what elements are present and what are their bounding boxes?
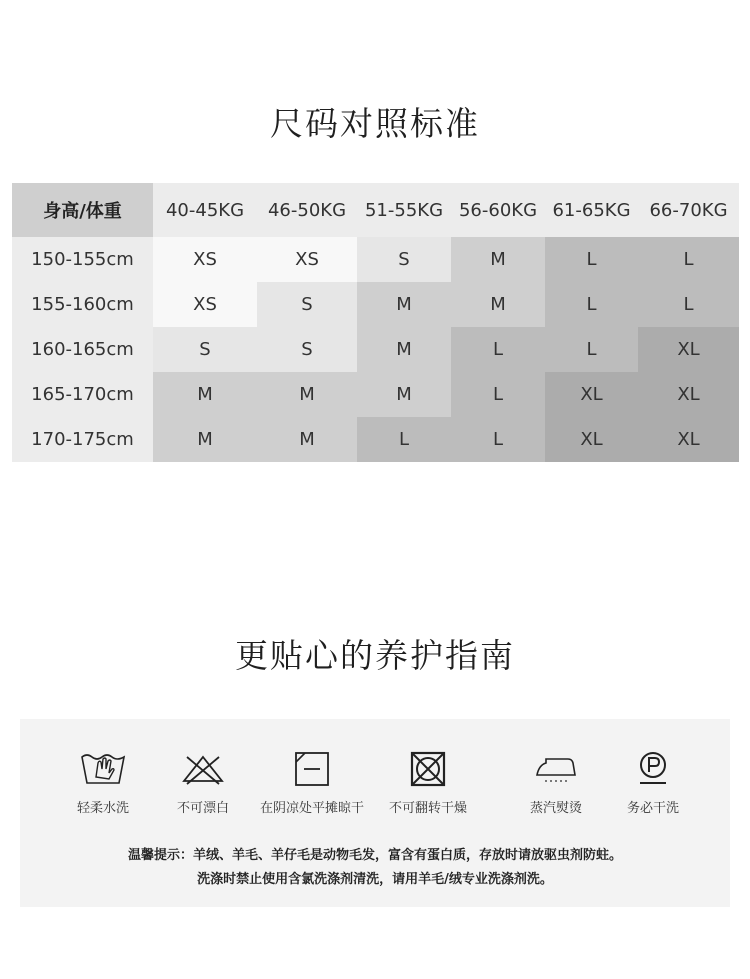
table-row (12, 417, 739, 462)
size-chart-table (12, 183, 739, 462)
care-guide-title: 更贴心的养护指南 (235, 636, 515, 675)
weight-header: 46-50KG (257, 183, 357, 237)
shade-dry-flat-icon (288, 751, 336, 787)
size-cell: M (451, 237, 545, 282)
size-cell: XL (638, 372, 739, 417)
weight-header: 40-45KG (153, 183, 257, 237)
size-cell: S (257, 282, 357, 327)
steam-iron-icon (532, 751, 580, 787)
no-bleach-icon (179, 751, 227, 787)
size-cell: XL (545, 372, 638, 417)
size-cell: XS (257, 237, 357, 282)
size-cell: XL (638, 417, 739, 462)
size-cell: L (638, 282, 739, 327)
care-item-no-tumble-dry (368, 751, 488, 816)
corner-header: 身高/体重 (12, 183, 153, 237)
size-cell: S (357, 237, 451, 282)
weight-header: 66-70KG (638, 183, 739, 237)
height-label: 160-165cm (12, 327, 153, 372)
table-row (12, 372, 739, 417)
size-cell: L (357, 417, 451, 462)
table-row (12, 282, 739, 327)
care-label: 不可翻转干燥 (388, 801, 467, 816)
care-note-line-1: 温馨提示：羊绒、羊毛、羊仔毛是动物毛发，富含有蛋白质，存放时请放驱虫剂防蛀。 (127, 848, 622, 863)
table-header-row (12, 183, 739, 237)
size-cell: M (257, 417, 357, 462)
weight-header: 56-60KG (451, 183, 545, 237)
dry-clean-p-icon (629, 751, 677, 787)
table-row (12, 327, 739, 372)
care-note-line-2: 洗涤时禁止使用含氯洗涤剂清洗，请用羊毛/绒专业洗涤剂洗。 (197, 872, 553, 887)
height-label: 165-170cm (12, 372, 153, 417)
care-guide-panel (20, 719, 730, 907)
size-cell: M (357, 372, 451, 417)
care-icons-row (20, 751, 730, 821)
size-cell: XS (153, 282, 257, 327)
care-label: 在阴凉处平摊晾干 (259, 801, 364, 816)
size-cell: L (545, 282, 638, 327)
height-label: 155-160cm (12, 282, 153, 327)
size-cell: M (357, 327, 451, 372)
size-cell: XL (638, 327, 739, 372)
size-cell: M (153, 417, 257, 462)
hand-wash-icon (79, 751, 127, 787)
weight-header: 51-55KG (357, 183, 451, 237)
care-label: 不可漂白 (176, 801, 229, 816)
size-cell: M (257, 372, 357, 417)
size-cell: M (357, 282, 451, 327)
care-label: 轻柔水洗 (76, 801, 129, 816)
size-cell: L (451, 417, 545, 462)
size-cell: M (153, 372, 257, 417)
weight-header: 61-65KG (545, 183, 638, 237)
care-label: 蒸汽熨烫 (529, 801, 582, 816)
size-chart-title: 尺码对照标准 (270, 104, 480, 143)
size-cell: L (638, 237, 739, 282)
size-cell: M (451, 282, 545, 327)
care-item-dry-clean (593, 751, 713, 816)
size-cell: L (545, 237, 638, 282)
care-item-no-bleach (143, 751, 263, 816)
height-label: 150-155cm (12, 237, 153, 282)
size-cell: XL (545, 417, 638, 462)
no-tumble-dry-icon (404, 751, 452, 787)
size-cell: L (451, 327, 545, 372)
table-row (12, 237, 739, 282)
height-label: 170-175cm (12, 417, 153, 462)
size-cell: S (257, 327, 357, 372)
care-label: 务必干洗 (626, 801, 679, 816)
size-cell: XS (153, 237, 257, 282)
size-cell: S (153, 327, 257, 372)
size-cell: L (451, 372, 545, 417)
size-cell: L (545, 327, 638, 372)
care-item-shade-dry (252, 751, 372, 816)
